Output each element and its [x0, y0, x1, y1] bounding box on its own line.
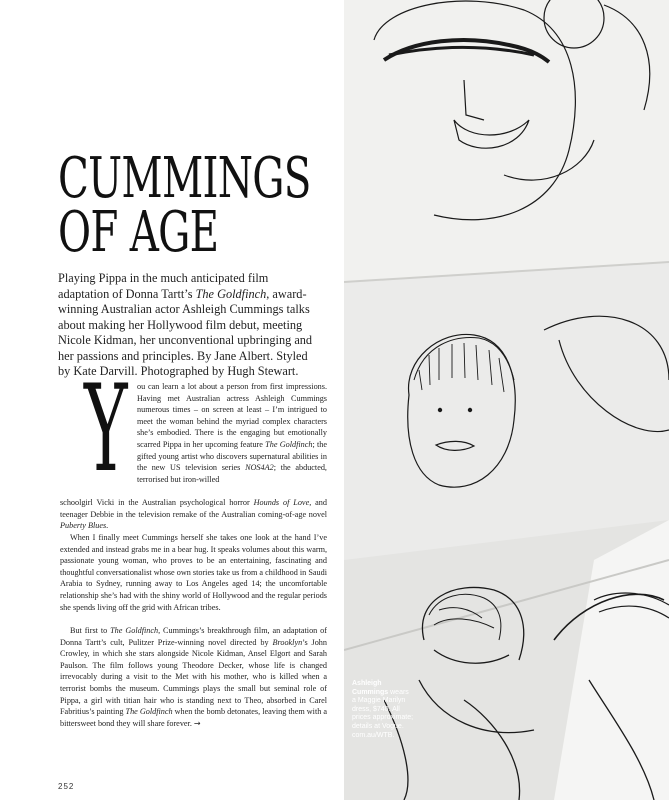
- body-italic-run: NOS4A2: [245, 463, 274, 473]
- continue-arrow-icon: →: [193, 718, 201, 728]
- body-italic-run: Brooklyn: [272, 637, 303, 647]
- body-paragraph-1-tail: [60, 497, 327, 532]
- body-text-run: But first to: [70, 626, 111, 635]
- drop-cap: Y: [84, 360, 128, 499]
- headline-line-1: CUMMINGS: [58, 146, 311, 211]
- caption-name: Ashleigh Cummings: [352, 680, 389, 696]
- body-text-run: ; the gifted young artist who discovers supernatural abilities in the new US television series: [137, 439, 328, 473]
- headline: [58, 146, 311, 265]
- caption-text: wears a Maggie Marilyn dress, $740. All prices approximate; details at Vogue. com.au/WTB.: [352, 688, 414, 739]
- standfirst-title: The Goldfinch: [195, 286, 267, 301]
- standfirst-part1: Playing Pippa in the much anticipated film adaptation of Donna Tartt’s: [58, 271, 269, 301]
- body-text-run: when the bomb detonates, leaving them with a bittersweet bond they will share forever.: [60, 707, 328, 728]
- body-italic-run: The Goldfinch: [125, 707, 173, 717]
- body-text-run: , and teenager Debbie in the television remake of the Australian coming-of-age novel: [60, 498, 327, 519]
- body-text-run: schoolgirl Vicki in the Australian psychological horror: [60, 498, 254, 507]
- body-text-run: ou can learn a lot about a person from first impressions. Having met Australian actress Ashleigh Cummings numerous times – on screen at least – I’m intrigued to meet the woman behind the myriad complex characters she’s embodied. There is the engaging but emotionally scarred Pippa in her upcoming feature: [137, 382, 327, 449]
- body-paragraph-1-opening: [137, 381, 327, 485]
- body-paragraph-3: [60, 625, 327, 729]
- body-paragraph-2: When I finally meet Cummings herself she takes one look at the hand I’ve extended and instead grabs me in a bear hug. It speaks volumes about this warm, passionate young woman, who proves to be an entertaining, fascinating and thoughtful conversationalist whose own stories take us from a childhood in Saudi Arabia to Sydney, running away to Los Angeles aged 14; the uncomfortable relationship she’s had with the shiny world of Hollywood and the regular periods she spends living off the grid with African tribes.: [60, 533, 327, 612]
- body-italic-run: Hounds of Love: [253, 498, 310, 507]
- paper-sheet-top: [344, 0, 669, 282]
- photo-caption: [352, 680, 414, 740]
- standfirst-part2: , award-winning Australian actor Ashleigh Cummings talks about making her Hollywood film debut, meeting Nicole Kidman, her unconventional upbringing and her passions and principles. By Jane Albert. Styled by Kate Darvill. Photographed by Hugh Stewart.: [58, 286, 313, 378]
- body-text-run: ; the abducted, terrorised but iron-willed: [137, 463, 327, 484]
- body-italic-run: The Goldfinch: [265, 439, 313, 449]
- body-italic-run: Puberty Blues: [60, 521, 107, 531]
- body-text-run: .: [106, 521, 109, 531]
- page-number: 252: [58, 782, 75, 791]
- headline-line-2: OF AGE: [58, 200, 219, 265]
- body-text-run: , Cummings’s breakthrough film, an adaptation of Donna Tartt’s cult, Pulitzer Prize-winning novel directed by: [60, 626, 327, 647]
- body-italic-run: The Goldfinch: [110, 626, 159, 635]
- body-text-run: ’s John Crowley, in which she stars alongside Nicole Kidman, Ansel Elgort and Sarah Paulson. The film follows young Theodore Decker, whose life is changed irrevocably during a visit to the Met with his mother, who is killed when a terrorist bombs the museum. Cummings plays the small but seminal role of Pippa, a girl with titian hair who is standing next to Theo, absorbed in Carel Fabritius’s painting: [60, 637, 327, 717]
